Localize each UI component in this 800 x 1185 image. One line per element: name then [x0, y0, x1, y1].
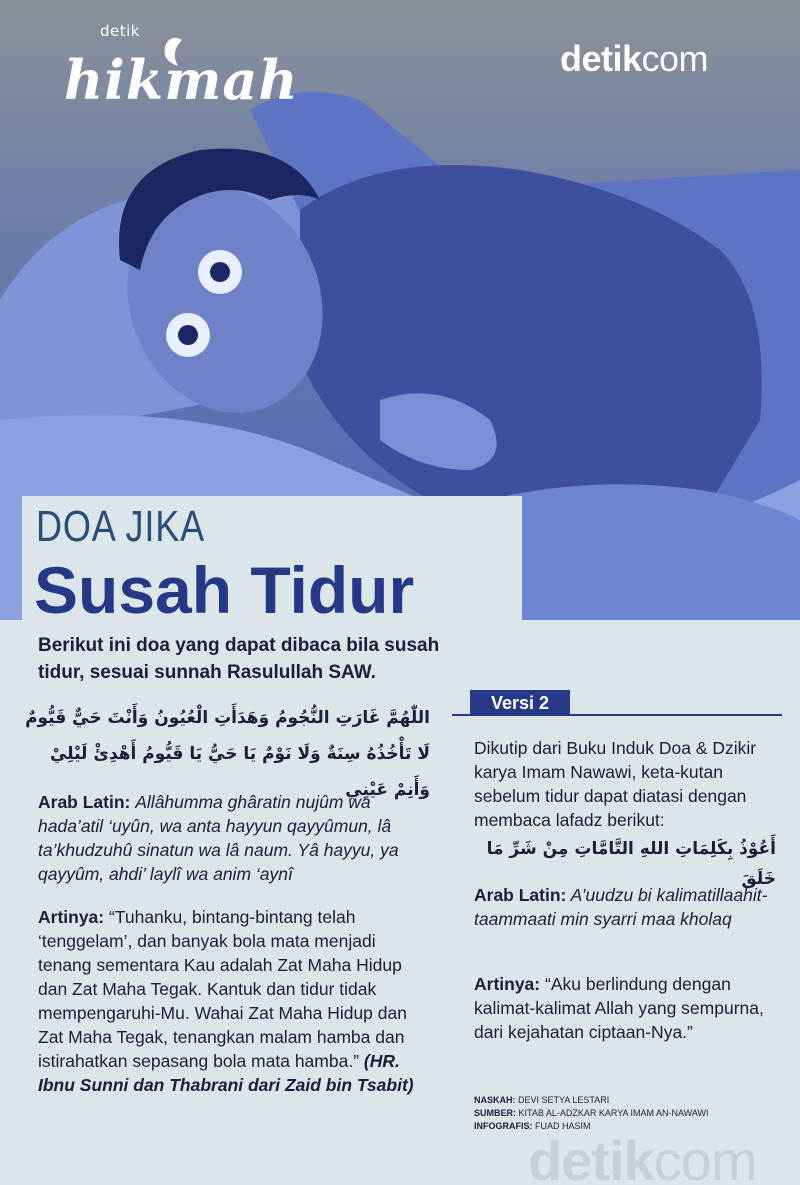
title-kicker: DOA JIKA [36, 502, 205, 551]
page-title: Susah Tidur [34, 553, 415, 627]
meaning-label-2: Artinya: [474, 974, 541, 994]
credit-naskah-value: DEVI SETYA LESTARI [515, 1095, 610, 1105]
credit-naskah [474, 1094, 784, 1107]
arabic-prayer-2: أَعُوْذُ بِكَلِمَاتِ اللهِ التَّامَّاتِ مِنْ شَرِّ مَا خَلَقَ [486, 839, 776, 889]
hadith-source: (HR. Ibnu Sunni dan Thabrani dari Zaid bin Tsabit) [38, 1051, 414, 1095]
meaning-text-2: “Aku berlindung dengan kalimat-kalimat Allah yang sempurna, dari kejahatan ciptaan-Nya.” [474, 974, 764, 1042]
credit-naskah-label: NASKAH: [474, 1095, 516, 1105]
brand-detikcom-thin: com [641, 38, 709, 79]
version-2-badge: Versi 2 [470, 690, 570, 716]
meaning-text-1: “Tuhanku, bintang-bintang telah ‘tenggelam’, dan banyak bola mata menjadi tenang sementara Kau adalah Zat Maha Hidup dan Zat Maha Tegak. Kantuk dan tidur tidak mempengaruhi-Mu. Wahai Zat Maha Hidup dan Zat Maha Tegak, tenangkan malam hamba dan istirahatkan sepasang bola mata hamba.” [38, 907, 407, 1071]
latin-label-1: Arab Latin: [38, 792, 131, 812]
credit-sumber-label: SUMBER: [474, 1108, 516, 1118]
latin-text-1: Allâhumma ghâratin nujûm wa hada’atil ‘uyûn, wa anta hayyun qayyûmun, lâ ta’khudzuhû sinatun wa lâ naum. Yâ hayyu, ya qayyûm, ahdi’ laylî wa anim ‘aynî [38, 792, 399, 884]
arabic-line-2: لَا تَأْخُذُهُ سِنَةٌ وَلَا نَوْمٌ يَا حَيُّ يَا قَيُّومُ أَهْدِئْ لَيْلِيْ وَأَنِمْ عَيْنِي [49, 744, 430, 800]
credit-infografis-value: FUAD HASIM [532, 1121, 591, 1131]
brand-detik-small: detik [100, 22, 140, 40]
watermark-bold: detik [528, 1129, 654, 1185]
latin-text-2: A’uudzu bi kalimatillaahit-taammaati min syarri maa kholaq [474, 885, 768, 929]
latin-transliteration-1 [38, 790, 428, 886]
credit-sumber [474, 1107, 784, 1120]
brand-hikmah-logo: hikmah [64, 48, 299, 112]
intro-text: Berikut ini doa yang dapat dibaca bila susah tidur, sesuai sunnah Rasulullah SAW. [38, 635, 440, 683]
latin-label-2: Arab Latin: [474, 885, 567, 905]
credit-sumber-value: KITAB AL-ADZKAR KARYA IMAM AN-NAWAWI [516, 1108, 709, 1118]
watermark-thin: com [653, 1129, 757, 1185]
version-2-divider [452, 714, 782, 716]
meaning-2 [474, 972, 774, 1044]
watermark-detikcom [528, 1128, 757, 1185]
brand-detikcom-bold: detik [560, 38, 642, 79]
credit-infografis-label: INFOGRAFIS: [474, 1121, 533, 1131]
arabic-line-1: اللّٰهُمَّ غَارَتِ النُّجُومُ وَهَدَأَتِ الْعُيُونُ وَأَنْتَ حَيٌّ قَيُّومٌ [25, 708, 430, 728]
latin-transliteration-2 [474, 883, 774, 931]
meaning-1 [38, 905, 428, 1097]
version-2-intro: Dikutip dari Buku Induk Doa & Dzikir karya Imam Nawawi, keta-kutan sebelum tidur dapat diatasi dengan membaca lafadz berikut: [474, 738, 757, 830]
brand-detikcom-logo [560, 38, 708, 80]
meaning-label-1: Artinya: [38, 907, 105, 927]
